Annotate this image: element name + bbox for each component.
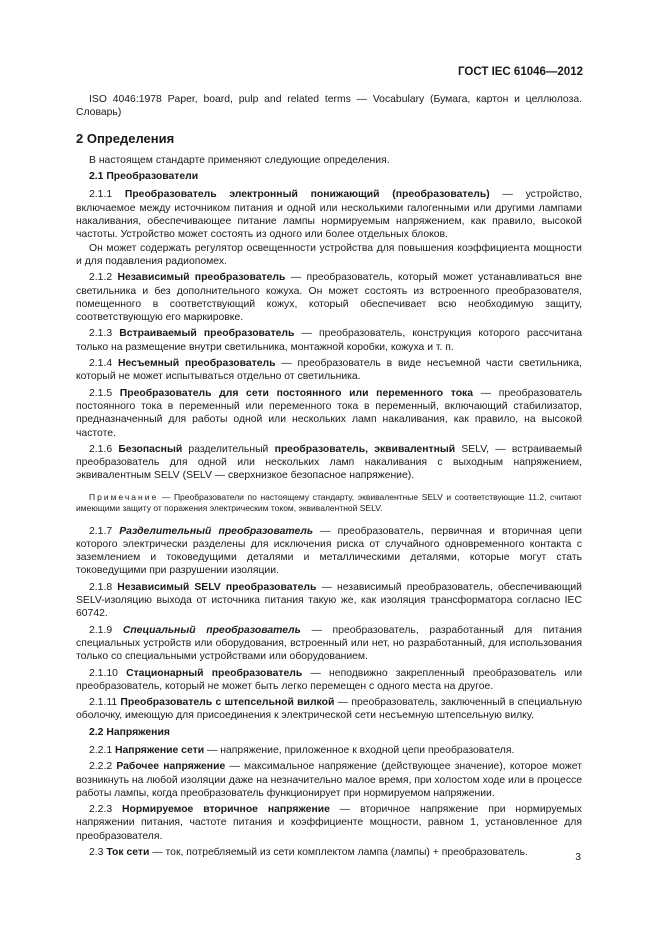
definition-2-1-5 (76, 387, 582, 440)
defined-term: преобразователь, эквивалентный (274, 443, 456, 455)
note-2-1-6 (76, 492, 582, 515)
definition-2-1-10 (76, 667, 582, 694)
clause-number: 2.1.7 (89, 525, 113, 537)
definition-2-2-3 (76, 803, 582, 843)
defined-term: Безопасный (118, 443, 183, 455)
clause-number: 2.1.4 (89, 358, 113, 370)
defined-term: Разделительный преобразователь (119, 525, 314, 537)
defined-term: Ток сети (106, 847, 150, 859)
clause-number: 2.1.3 (89, 328, 113, 340)
defined-term: Стационарный преобразователь (126, 667, 303, 679)
clause-number: 2.1.1 (89, 189, 113, 201)
definition-text: — максимальное напряжение (действующее значение), которое может возникнуть на любой изоляции даже на незначительно малое время, при холостом ходе или в процессе работы лампы, когда преобразователь функционирует при нормируемом напряжении. (76, 761, 582, 799)
defined-term: Нормируемое вторичное напряжение (122, 804, 330, 816)
definition-text: — неподвижно закрепленный преобразователь или преобразователь, который не может быть легко перемещен с одного места на другое. (76, 667, 582, 692)
clause-number: 2.1.9 (89, 624, 113, 636)
defined-term: Независимый SELV преобразователь (117, 581, 317, 593)
reference-iso: ISO 4046:1978 Paper, board, pulp and related terms — Vocabulary (Бумага, картон и целлюлоза. Словарь) (76, 94, 582, 119)
definition-2-1-1-extra: Он может содержать регулятор освещенности устройства для повышения коэффициента мощности и для подавления радиопомех. (76, 242, 582, 267)
definition-text: — ток, потребляемый из сети комплектом лампа (лампы) + преобразователь. (149, 847, 528, 859)
page-number: 3 (575, 852, 581, 863)
clause-number: 2.2.3 (89, 804, 113, 816)
definition-text: — преобразователь постоянного тока в переменный или переменного тока в переменный, включающий стабилизатор, предназначенный для работы одной или нескольких ламп накаливания, как правило, на высокой частоте. (76, 387, 582, 439)
clause-number: 2.2.2 (89, 761, 113, 773)
definition-text: — независимый преобразователь, обеспечивающий SELV-изоляцию выхода от источника питания такую же, как изоляция трансформатора согласно IEC 60742. (76, 581, 582, 620)
clause-number: 2.1.6 (89, 443, 113, 455)
section-intro: В настоящем стандарте применяют следующие определения. (89, 154, 390, 166)
standard-header: ГОСТ IEC 61046—2012 (458, 66, 583, 78)
definition-2-1-2 (76, 271, 582, 324)
clause-number: 2.1.8 (89, 581, 113, 593)
definition-text: — преобразователь, первичная и вторичная цепи которого электрически разделены для исключения риска от случайного одновременного контакта с заземлением и токоведущими деталями и металлическими деталями, которые могут стать токоведущими при разрушении изоляции. (76, 525, 582, 577)
clause-number: 2.2.1 (89, 744, 113, 756)
definition-text: — преобразователь, который может устанавливаться вне светильника и без дополнительного кожуха. Он может состоять из встроенного преобразователя, помещенного в соответствующий кожух, который обеспечивает всю необходимую защиту, соответствующую его маркировке. (76, 272, 582, 324)
defined-term: Преобразователь с штепсельной вилкой (120, 697, 335, 709)
definition-text: — преобразователь, конструкция которого рассчитана только на размещение внутри светильника, монтажной коробки, кожуха и т. п. (76, 328, 583, 353)
definition-2-1-3 (76, 327, 582, 354)
definition-2-1-8 (76, 581, 582, 621)
defined-term: Независимый преобразователь (117, 272, 286, 284)
defined-term: Несъемный преобразователь (117, 358, 276, 370)
subsection-heading-2-1: 2.1 Преобразователи (89, 171, 199, 183)
page-content (76, 93, 582, 859)
definition-2-2-2 (76, 760, 582, 800)
clause-number: 2.1.5 (89, 387, 113, 399)
defined-term: Напряжение сети (115, 744, 205, 756)
clause-number: 2.1.2 (89, 272, 113, 284)
subsection-heading-2-2: 2.2 Напряжения (89, 726, 170, 738)
definition-2-1-1 (76, 188, 582, 241)
definition-2-1-4 (76, 357, 582, 384)
definition-2-2-1 (76, 744, 582, 757)
section-title: 2 Определения (76, 130, 175, 146)
definition-2-1-6 (76, 443, 582, 483)
definition-text: — устройство, включаемое между источником питания и одной или несколькими галогенными или другими лампами накаливания, обеспечивающее питание лампы нормируемым напряжением, как правило, высокой частоты. Устройство может состоять из одного или более отдельных блоков. (76, 189, 582, 241)
definition-text: — преобразователь, разработанный для питания специальных устройств или оборудования, встроенный или нет, но разработанный, для использования только со специальными устройствами или оборудованием. (76, 624, 582, 663)
definition-text: — преобразователь в виде несъемной части светильника, который не может испытываться отдельно от светильника. (76, 358, 582, 383)
note-text: — Преобразователи по настоящему стандарту, эквивалентные SELV и соответствующие 11.2, считают имеющими защиту от поражения электрическим током, эквивалентной SELV. (76, 491, 582, 514)
definition-text: — преобразователь, заключенный в специальную оболочку, имеющую для присоединения к электрической сети несъемную штепсельную вилку. (76, 697, 582, 722)
definition-text: — напряжение, приложенное к входной цепи преобразователя. (204, 744, 515, 756)
clause-number: 2.3 (89, 847, 104, 859)
defined-term: Встраиваемый преобразователь (119, 328, 295, 340)
defined-term: Преобразователь для сети постоянного или переменного тока (119, 387, 474, 399)
defined-term: Преобразователь электронный понижающий (преобразователь) (124, 189, 490, 201)
clause-number: 2.1.10 (89, 667, 118, 679)
clause-number: 2.1.11 (89, 697, 118, 709)
defined-term: Специальный преобразователь (122, 624, 301, 636)
defined-term: Рабочее напряжение (116, 761, 226, 773)
definition-text: SELV, — встраиваемый преобразователь для одной или нескольких ламп накаливания с выходным напряжением, эквивалентным SELV (SELV — сверхнизкое безопасное напряжение). (76, 443, 582, 482)
definition-2-1-11 (76, 696, 582, 723)
definition-2-1-7 (76, 525, 582, 578)
definition-text: — вторичное напряжение при нормируемых напряжении питания, частоте питания и коэффициенте мощности, равном 1, установленное для преобразователя. (76, 804, 583, 842)
definition-2-1-9 (76, 624, 582, 664)
definition-text: разделительный (182, 443, 275, 455)
definition-2-3 (76, 846, 582, 859)
note-label: Примечание (89, 491, 159, 502)
